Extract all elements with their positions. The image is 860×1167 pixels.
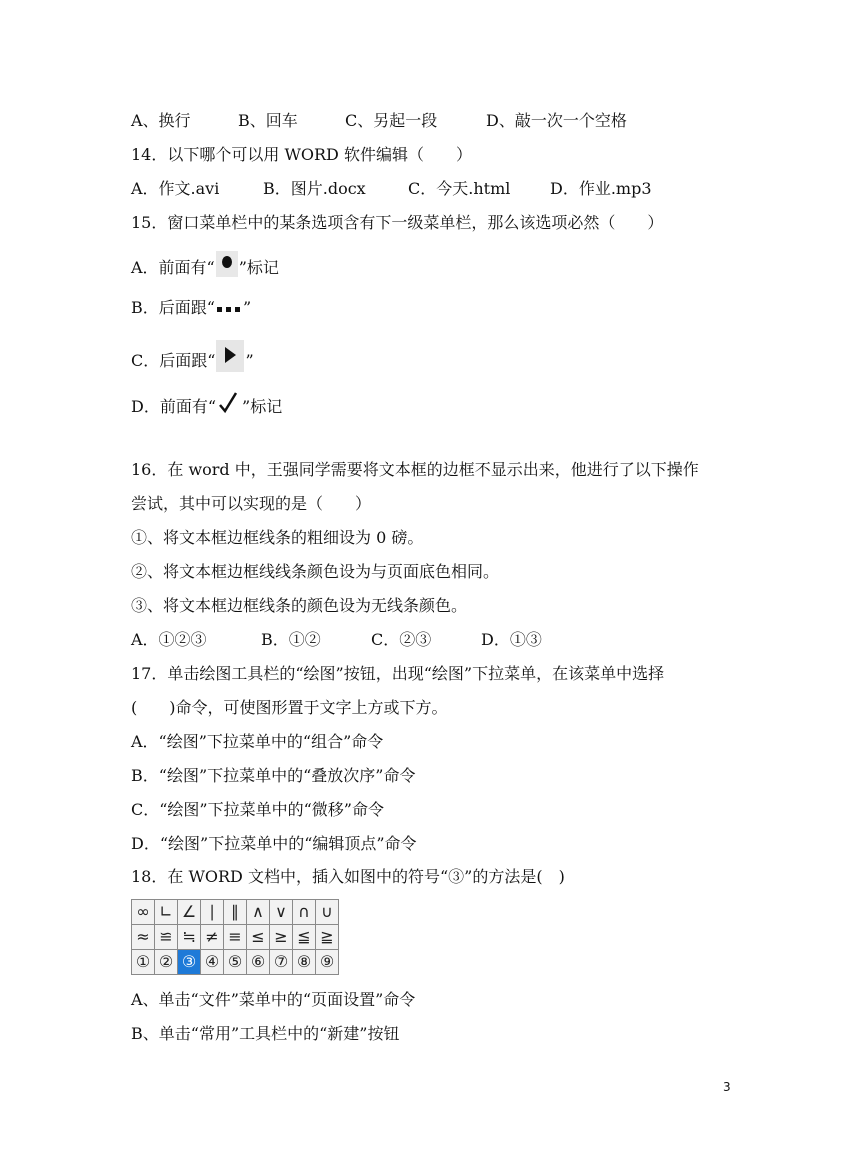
q17-option-d: D．“绘图”下拉菜单中的“编辑顶点”命令 [131,834,417,853]
q16-option-a: A．①②③ [131,630,207,649]
q15-stem: 15．窗口菜单栏中的某条选项含有下一级菜单栏，那么该选项必然（ ） [131,213,664,232]
q16-option-d: D．①③ [481,630,542,649]
symbol-cell[interactable]: ≡ [224,925,247,950]
q15-option-d [131,390,282,425]
page-number: 3 [723,1080,731,1094]
q14-option-b: B．图片.docx [263,179,366,198]
q17-option-a: A．“绘图”下拉菜单中的“组合”命令 [131,732,384,751]
symbol-cell[interactable]: ⑨ [316,950,339,975]
q15-a-suffix: ”标记 [238,258,279,277]
q13-option-b: B、回车 [238,111,298,130]
q16-option-b: B．①② [261,630,321,649]
symbol-cell[interactable]: ∨ [270,900,293,925]
symbol-cell[interactable]: ∩ [293,900,316,925]
q13-option-c: C、另起一段 [345,111,438,130]
q15-option-c [131,340,254,383]
q14-option-a: A．作文.avi [131,179,220,198]
symbol-row [132,900,339,925]
symbol-cell[interactable]: ① [132,950,155,975]
symbol-cell-selected[interactable]: ③ [178,950,201,975]
q17-stem-line1: 17．单击绘图工具栏的“绘图”按钮，出现“绘图”下拉菜单，在该菜单中选择 [131,664,665,683]
q14-option-d: D．作业.mp3 [550,179,652,198]
q15-d-prefix: D．前面有“ [131,397,217,416]
symbol-cell[interactable]: ≠ [201,925,224,950]
q17-stem-line2: ( )命令，可使图形置于文字上方或下方。 [131,698,448,717]
q15-option-a [131,251,279,286]
symbol-cell[interactable]: ④ [201,950,224,975]
q16-option-c: C．②③ [371,630,432,649]
q16-options-row [131,629,542,651]
q16-statement-3: ③、将文本框边框线条的颜色设为无线条颜色。 [131,596,468,615]
submenu-arrow-icon [216,340,244,383]
symbol-cell[interactable]: ≧ [316,925,339,950]
symbol-cell[interactable]: ∪ [316,900,339,925]
symbol-cell[interactable]: ∠ [178,900,201,925]
symbol-cell[interactable]: ∟ [155,900,178,925]
symbol-cell[interactable]: ≈ [132,925,155,950]
q15-b-suffix: ” [242,298,252,317]
q15-d-suffix: ”标记 [242,397,283,416]
symbol-cell[interactable]: ≥ [270,925,293,950]
symbol-table [131,899,339,975]
symbol-cell[interactable]: ⑤ [224,950,247,975]
q15-c-suffix: ” [245,351,254,370]
symbol-cell[interactable]: ∥ [224,900,247,925]
symbol-cell[interactable]: ≦ [293,925,316,950]
symbol-cell[interactable]: ≤ [247,925,270,950]
q18-option-b: B、单击“常用”工具栏中的“新建”按钮 [131,1024,400,1043]
q17-option-b: B．“绘图”下拉菜单中的“叠放次序”命令 [131,766,416,785]
q16-statement-2: ②、将文本框边框线线条颜色设为与页面底色相同。 [131,562,500,581]
q14-option-c: C．今天.html [408,179,511,198]
symbol-cell[interactable]: ≒ [178,925,201,950]
q18-stem: 18．在 WORD 文档中，插入如图中的符号“③”的方法是( ) [131,867,565,886]
symbol-cell[interactable]: ∧ [247,900,270,925]
q16-stem-line2: 尝试，其中可以实现的是（ ） [131,494,372,513]
q13-options-row [131,110,627,132]
symbol-row [132,950,339,975]
symbol-cell[interactable]: ⑥ [247,950,270,975]
q15-c-prefix: C．后面跟“ [131,351,216,370]
q15-b-prefix: B．后面跟“ [131,298,215,317]
symbol-cell[interactable]: ≌ [155,925,178,950]
q15-option-b [131,297,251,320]
bullet-dot-icon [216,251,238,286]
q16-stem-line1: 16．在 word 中，王强同学需要将文本框的边框不显示出来，他进行了以下操作 [131,460,699,479]
symbol-row [132,925,339,950]
symbol-cell[interactable]: ∣ [201,900,224,925]
q14-stem: 14．以下哪个可以用 WORD 软件编辑（ ） [131,145,472,164]
symbol-cell[interactable]: ② [155,950,178,975]
q13-option-d: D、敲一次一个空格 [486,111,627,130]
symbol-cell[interactable]: ⑦ [270,950,293,975]
q14-options-row [131,178,652,200]
q17-option-c: C．“绘图”下拉菜单中的“微移”命令 [131,800,384,819]
q16-statement-1: ①、将文本框边框线条的粗细设为 0 磅。 [131,528,424,547]
checkmark-icon [217,390,241,425]
q13-option-a: A、换行 [131,111,191,130]
q15-a-prefix: A．前面有“ [131,258,215,277]
symbol-cell[interactable]: ∞ [132,900,155,925]
ellipsis-icon [216,298,242,320]
q18-option-a: A、单击“文件”菜单中的“页面设置”命令 [131,990,416,1009]
symbol-cell[interactable]: ⑧ [293,950,316,975]
